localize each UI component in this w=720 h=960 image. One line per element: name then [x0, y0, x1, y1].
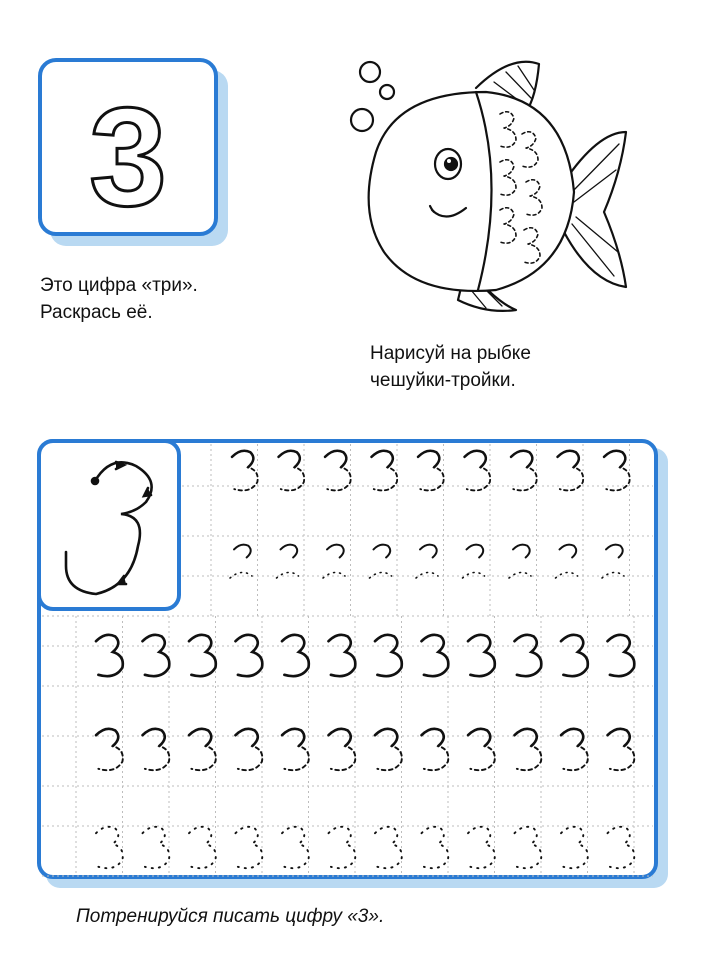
- bubble-icon: [360, 62, 380, 82]
- fish-caption-line2: чешуйки-тройки.: [370, 370, 516, 391]
- practice-sheet: [36, 436, 670, 890]
- fish-caption-line1: Нарисуй на рыбке: [370, 343, 531, 364]
- digit-caption-line1: Это цифра «три».: [40, 275, 198, 296]
- practice-caption: Потренируйся писать цифру «3».: [76, 906, 385, 927]
- digit-card: [37, 57, 232, 249]
- fish-illustration: [336, 52, 636, 322]
- fish-caption: [370, 340, 531, 394]
- digit-caption: [40, 272, 198, 326]
- digit-caption-line2: Раскрась её.: [40, 302, 153, 323]
- bubble-icon: [351, 109, 373, 131]
- outline-digit-three: 3: [89, 78, 167, 235]
- digit-card-frame: [37, 57, 232, 249]
- practice-grid: [36, 436, 670, 890]
- bubble-icon: [380, 85, 394, 99]
